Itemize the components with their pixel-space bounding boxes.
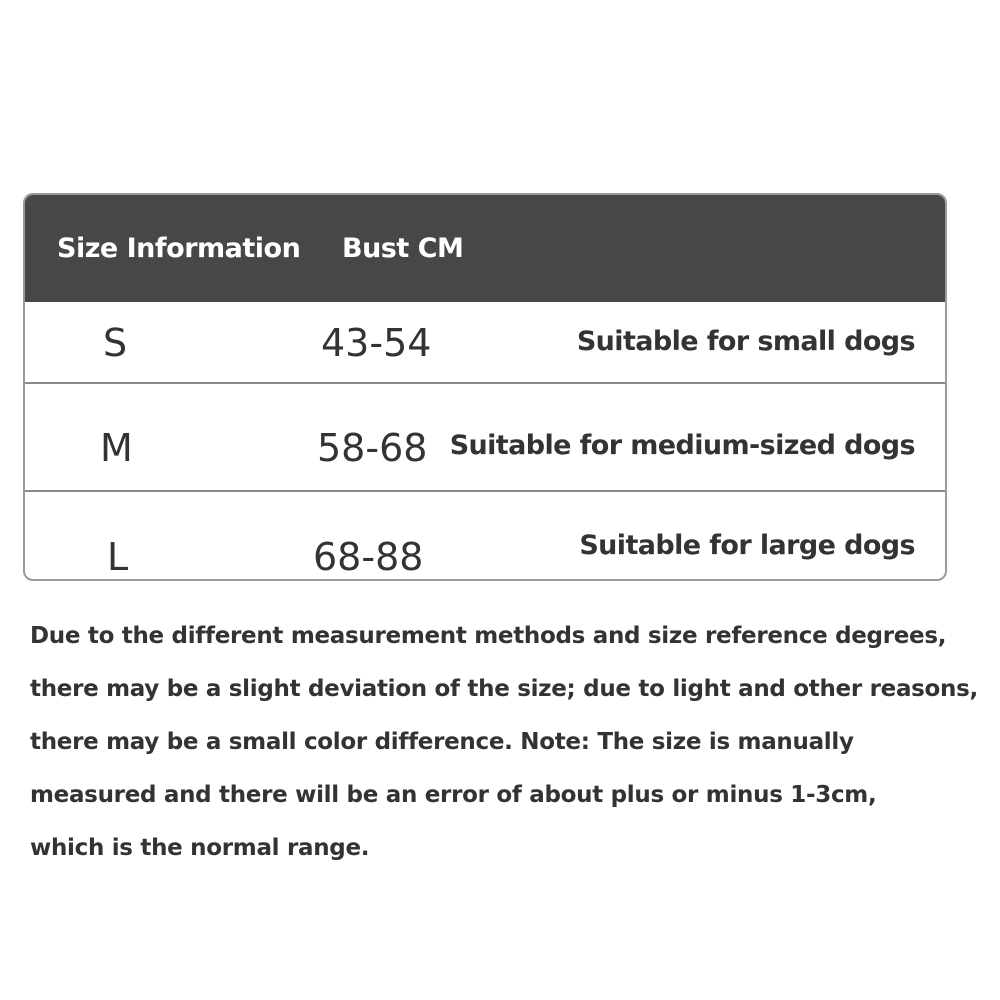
description-cell: Suitable for large dogs	[579, 530, 915, 561]
bust-cell: 43-54	[321, 321, 432, 365]
size-disclaimer-note	[30, 618, 990, 883]
table-row	[25, 302, 945, 382]
table-row	[25, 384, 945, 490]
note-line: there may be a small color difference. Note: The size is manually	[30, 729, 854, 755]
bust-cell: 58-68	[317, 426, 428, 470]
header-size-information: Size Information	[57, 233, 301, 264]
size-cell: L	[107, 535, 129, 579]
note-line: which is the normal range.	[30, 835, 370, 861]
note-line: there may be a slight deviation of the size; due to light and other reasons,	[30, 676, 978, 702]
note-line: measured and there will be an error of about plus or minus 1-3cm,	[30, 782, 877, 808]
description-cell: Suitable for medium-sized dogs	[449, 430, 915, 461]
table-row	[25, 492, 945, 581]
size-cell: S	[103, 321, 128, 365]
size-chart-table	[23, 193, 947, 581]
bust-cell: 68-88	[313, 535, 424, 579]
note-line: Due to the different measurement methods and size reference degrees,	[30, 623, 947, 649]
size-cell: M	[100, 426, 133, 470]
header-bust-cm: Bust CM	[342, 233, 464, 264]
description-cell: Suitable for small dogs	[576, 326, 915, 357]
table-header	[25, 195, 945, 302]
